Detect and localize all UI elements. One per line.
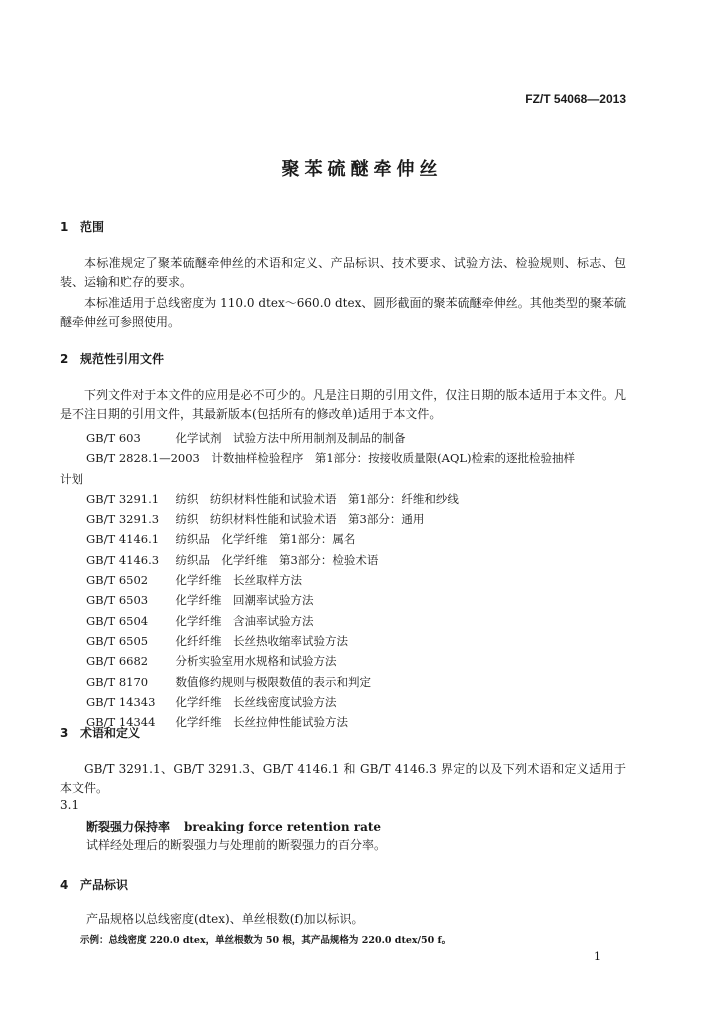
reference-code: GB/T 3291.3 bbox=[86, 512, 160, 527]
reference-item bbox=[86, 489, 575, 509]
reference-title: 化纤纤维 长丝热收缩率试验方法 bbox=[175, 633, 348, 648]
example-note: 示例：总线密度 220.0 dtex，单丝根数为 50 根，其产品规格为 220.0 dtex/50 f。 bbox=[80, 935, 452, 946]
reference-item bbox=[86, 570, 575, 590]
section-1-paragraph-1: 本标准规定了聚苯硫醚牵伸丝的术语和定义、产品标识、技术要求、试验方法、检验规则、标志、包装、运输和贮存的要求。 bbox=[60, 256, 626, 289]
reference-title: 纺织 纺织材料性能和试验术语 第3部分：通用 bbox=[175, 512, 425, 527]
section-4-paragraph: 产品规格以总线密度(dtex)、单丝根数(f)加以标识。 bbox=[86, 912, 364, 926]
reference-code: GB/T 6682 bbox=[86, 654, 149, 669]
reference-title: 化学纤维 含油率试验方法 bbox=[175, 613, 314, 628]
reference-code: GB/T 6504 bbox=[86, 613, 149, 628]
reference-title: 分析实验室用水规格和试验方法 bbox=[175, 654, 337, 669]
reference-code: GB/T 3291.1 bbox=[86, 491, 160, 506]
reference-item bbox=[86, 590, 575, 610]
term-entry bbox=[86, 818, 381, 835]
reference-item bbox=[86, 631, 575, 651]
reference-item bbox=[86, 428, 575, 448]
section-number: 3 bbox=[60, 726, 69, 740]
section-2-intro: 下列文件对于本文件的应用是必不可少的。凡是注日期的引用文件，仅注日期的版本适用于本文件。凡是不注日期的引用文件，其最新版本(包括所有的修改单)适用于本文件。 bbox=[60, 388, 626, 421]
reference-item bbox=[86, 509, 575, 529]
reference-code: GB/T 6505 bbox=[86, 633, 149, 648]
section-title: 规范性引用文件 bbox=[80, 352, 165, 366]
reference-title: 计数抽样检验程序 第1部分：按接收质量限(AQL)检索的逐批检验抽样 bbox=[211, 451, 575, 466]
section-2-heading bbox=[60, 350, 164, 367]
section-3-heading bbox=[60, 724, 140, 741]
section-title: 产品标识 bbox=[80, 878, 129, 892]
reference-title: 化学纤维 长丝拉伸性能试验方法 bbox=[175, 715, 348, 730]
reference-code: GB/T 14343 bbox=[86, 694, 156, 709]
section-number: 2 bbox=[60, 352, 69, 366]
section-3-intro: GB/T 3291.1、GB/T 3291.3、GB/T 4146.1 和 GB/T 4146.3 界定的以及下列术语和定义适用于本文件。 bbox=[60, 762, 626, 795]
reference-item bbox=[60, 448, 575, 489]
reference-item bbox=[86, 672, 575, 692]
reference-title: 纺织品 化学纤维 第3部分：检验术语 bbox=[175, 552, 379, 567]
reference-code: GB/T 14344 bbox=[86, 715, 156, 730]
standard-code: FZ/T 54068—2013 bbox=[525, 92, 626, 106]
reference-item bbox=[86, 550, 575, 570]
section-number: 1 bbox=[60, 220, 69, 234]
section-title: 术语和定义 bbox=[80, 726, 141, 740]
section-title: 范围 bbox=[80, 220, 105, 234]
section-4-heading bbox=[60, 876, 128, 893]
reference-item bbox=[86, 611, 575, 631]
reference-code: GB/T 8170 bbox=[86, 674, 149, 689]
reference-code: GB/T 6502 bbox=[86, 573, 149, 588]
reference-item bbox=[86, 651, 575, 671]
reference-title: 纺织品 化学纤维 第1部分：属名 bbox=[175, 532, 356, 547]
reference-code: GB/T 603 bbox=[86, 431, 141, 445]
reference-code: GB/T 6503 bbox=[86, 593, 149, 608]
reference-code: GB/T 4146.1 bbox=[86, 532, 160, 547]
reference-code: GB/T 4146.3 bbox=[86, 552, 160, 567]
section-1-paragraph-2: 本标准适用于总线密度为 110.0 dtex～660.0 dtex、圆形截面的聚苯硫醚牵伸丝。其他类型的聚苯硫醚牵伸丝可参照使用。 bbox=[60, 296, 626, 329]
reference-item bbox=[86, 529, 575, 549]
reference-item bbox=[86, 712, 575, 732]
document-title: 聚苯硫醚牵伸丝 bbox=[281, 159, 443, 180]
reference-title: 纺织 纺织材料性能和试验术语 第1部分：纤维和纱线 bbox=[175, 491, 459, 506]
section-1-heading bbox=[60, 218, 104, 235]
term-number: 3.1 bbox=[60, 798, 80, 812]
page-number: 1 bbox=[594, 950, 601, 963]
reference-list bbox=[60, 428, 575, 732]
reference-item bbox=[86, 692, 575, 712]
section-number: 4 bbox=[60, 878, 69, 892]
reference-code: GB/T 2828.1—2003 bbox=[86, 451, 200, 466]
term-english: breaking force retention rate bbox=[184, 820, 382, 834]
reference-title: 化学试剂 试验方法中所用制剂及制品的制备 bbox=[175, 431, 406, 445]
reference-title: 化学纤维 回潮率试验方法 bbox=[175, 593, 314, 608]
term-definition: 试样经处理后的断裂强力与处理前的断裂强力的百分率。 bbox=[86, 838, 387, 852]
reference-title-continuation: 计划 bbox=[60, 471, 83, 486]
reference-title: 化学纤维 长丝线密度试验方法 bbox=[175, 694, 337, 709]
reference-title: 数值修约规则与极限数值的表示和判定 bbox=[175, 674, 371, 689]
reference-title: 化学纤维 长丝取样方法 bbox=[175, 573, 302, 588]
term-chinese: 断裂强力保持率 bbox=[86, 820, 171, 834]
